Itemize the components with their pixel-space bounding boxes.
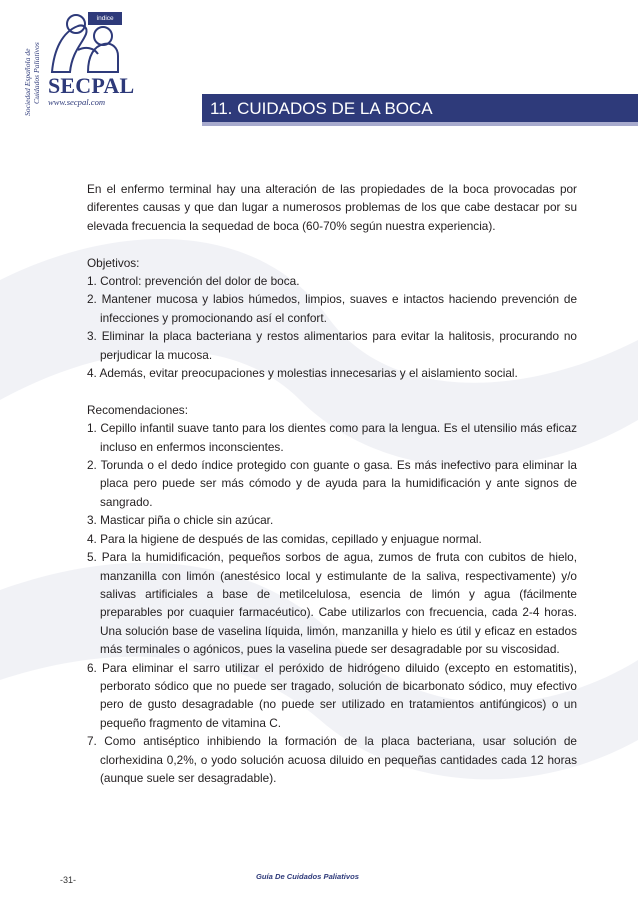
recommendation-item: 7. Como antiséptico inhibiendo la formación de la placa bacteriana, usar solución de clorhexidina 0,2%, o yodo solución acuosa diluido en pequeñas cantidades cada 12 horas (aunque suele ser desagradable). xyxy=(87,734,577,785)
intro-paragraph: En el enfermo terminal hay una alteración de las propiedades de la boca provocadas por diferentes causas y que dan lugar a numerosos problemas de los que cabe destacar por su elevada frecuencia la sequedad de boca (60-70% según nuestra experiencia). xyxy=(87,182,577,233)
section-title-bar xyxy=(202,94,638,126)
organization-name-line-2: Cuidados Paliativos xyxy=(32,42,41,104)
objectives-heading: Objetivos: xyxy=(87,255,140,270)
website-link[interactable]: www.secpal.com xyxy=(48,97,106,107)
recommendation-item: 1. Cepillo infantil suave tanto para los dientes como para la lengua. Es el utensilio más eficaz incluso en enfermos inconscientes. xyxy=(87,421,577,454)
recommendation-item: 2. Torunda o el dedo índice protegido con guante o gasa. Es más inefectivo para eliminar la placa pero puede ser más cómodo y de ayuda para la humidificación y ante signos de sangrado. xyxy=(87,458,577,509)
recommendation-item: 4. Para la higiene de después de las comidas, cepillado y enjuague normal. xyxy=(87,531,482,546)
objective-item: 4. Además, evitar preocupaciones y molestias innecesarias y el aislamiento social. xyxy=(87,366,518,381)
body-text xyxy=(87,180,577,787)
organization-name-line-1: Sociedad Española de xyxy=(23,48,32,116)
brand-name: SECPAL xyxy=(48,73,135,98)
page-number: -31- xyxy=(60,875,77,885)
organization-vertical-label xyxy=(21,12,43,116)
section-title: 11. CUIDADOS DE LA BOCA xyxy=(210,99,433,118)
objective-item: 1. Control: prevención del dolor de boca. xyxy=(87,274,300,289)
objective-item: 2. Mantener mucosa y labios húmedos, limpios, suaves e intactos haciendo prevención de infecciones y promocionando así el confort. xyxy=(87,292,577,325)
recommendations-heading: Recomendaciones: xyxy=(87,402,188,417)
index-tab-link[interactable]: índice xyxy=(88,12,122,25)
recommendation-item: 3. Masticar piña o chicle sin azúcar. xyxy=(87,513,274,528)
guide-title: Guía De Cuidados Paliativos xyxy=(256,872,359,881)
objective-item: 3. Eliminar la placa bacteriana y restos alimentarios para evitar la halitosis, procurando no perjudicar la mucosa. xyxy=(87,329,577,362)
recommendation-item: 5. Para la humidificación, pequeños sorbos de agua, zumos de fruta con cubitos de hielo, manzanilla con limón (anestésico local y estimulante de la saliva, respectivamente) y/o salivas artificiales a base de metilcelulosa, esencia de limón y agua (fácilmente preparables por cuaquier farmacéutico). Cabe utilizarlos con frecuencia, cada 2-4 horas. Una solución base de vaselina líquida, limón, manzanilla y hielo es útil y eficaz en estados más terminales o agónicos, pues la vaselina puede ser desagradable por su viscosidad. xyxy=(87,550,577,657)
recommendation-item: 6. Para eliminar el sarro utilizar el peróxido de hidrógeno diluido (excepto en estomatitis), perborato sódico que no puede ser tragado, solución de bicarbonato sódico, muy efectivo pero de gusto desagradable (no puede ser utilizado en tratamientos antifúngicos) o un pequeño fragmento de vitamina C. xyxy=(87,660,577,730)
